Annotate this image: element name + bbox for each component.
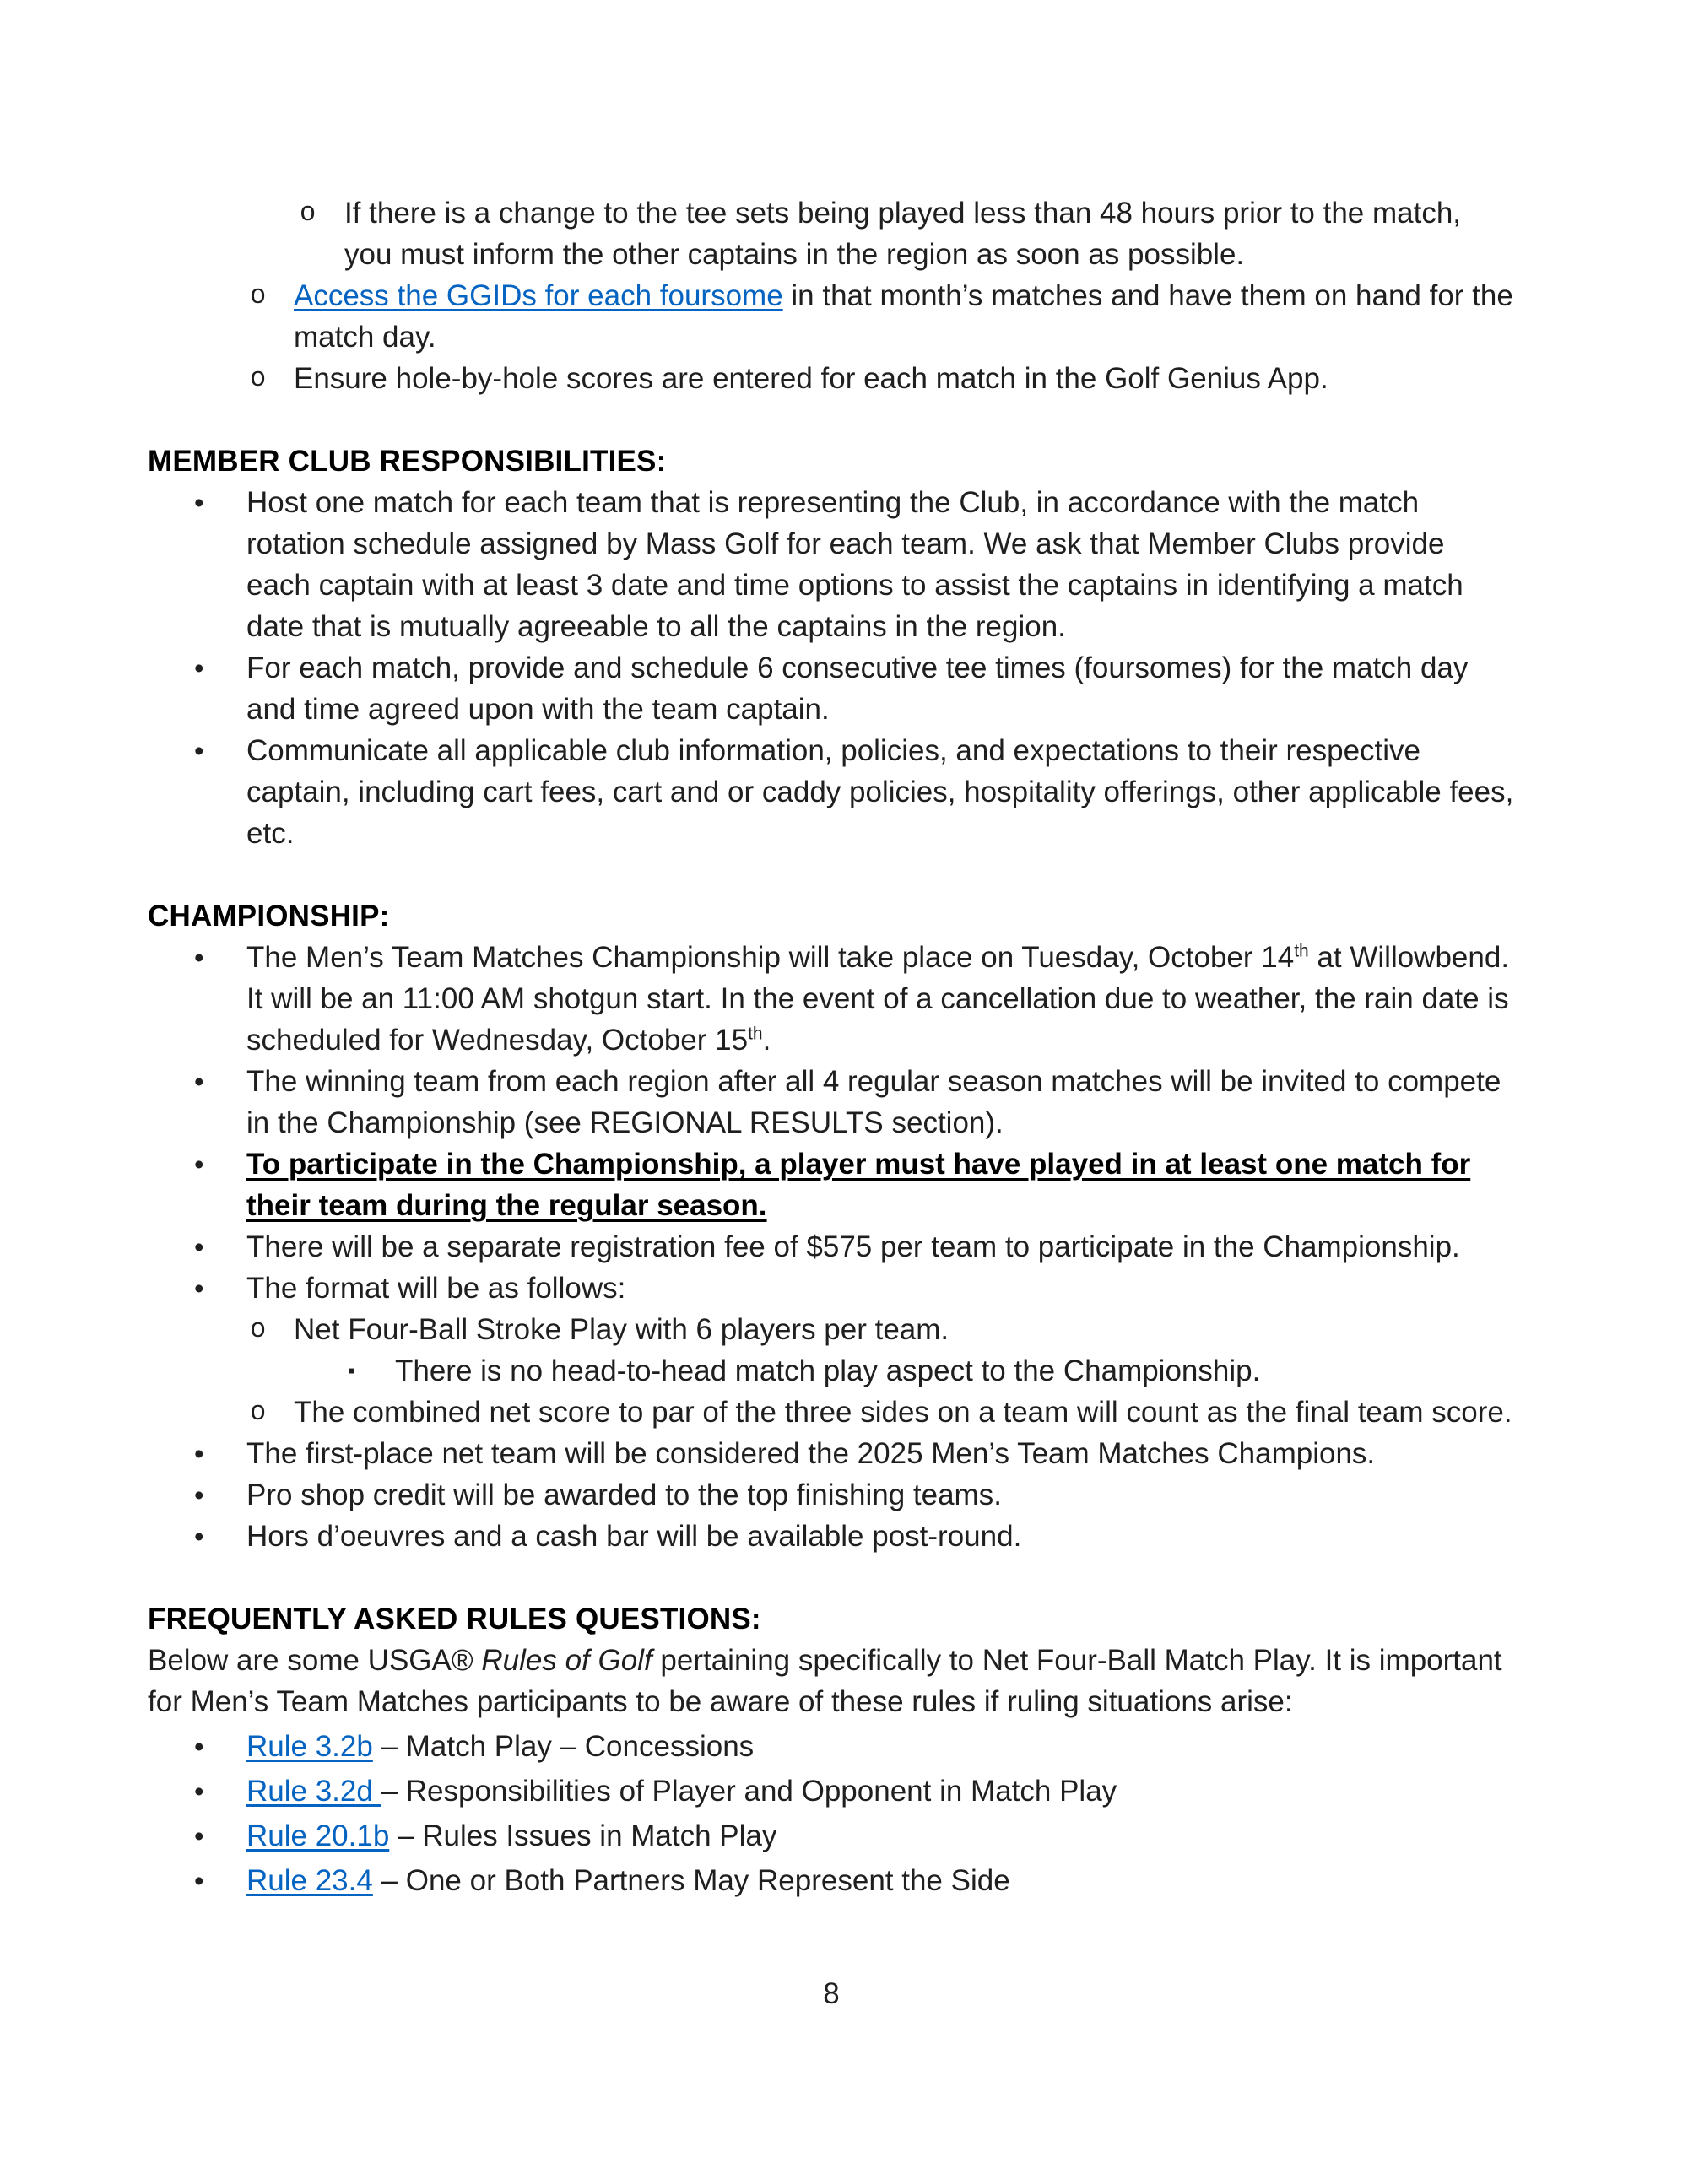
page-footer [148, 1973, 1515, 2014]
bullet-marker: o [300, 197, 316, 229]
list-item [148, 937, 1515, 1061]
text-run: Below are some USGA® [148, 1644, 482, 1677]
list-item [148, 1860, 1515, 1901]
section-heading: MEMBER CLUB RESPONSIBILITIES: [148, 445, 667, 478]
list-item-text [294, 362, 1328, 395]
bullet-marker: • [194, 1438, 204, 1469]
text-run: For each match, provide and schedule 6 consecutive tee times (foursomes) for the match day and time agreed upon with the team captain. [246, 651, 1469, 726]
list-item [148, 1815, 1515, 1857]
bullet-marker: ▪ [348, 1360, 355, 1382]
bullet-marker: • [194, 1776, 204, 1807]
bullet-marker: • [194, 1066, 204, 1097]
list-item [148, 1516, 1515, 1557]
bullet-marker: • [194, 942, 204, 973]
hyperlink[interactable]: Rule 3.2d [246, 1775, 381, 1808]
list-item-text [246, 1730, 754, 1763]
text-run: – Responsibilities of Player and Opponent in Match Play [381, 1775, 1117, 1808]
bullet-marker: • [194, 652, 204, 684]
hyperlink[interactable]: Rule 20.1b [246, 1819, 390, 1852]
list-item-text [246, 651, 1468, 726]
list-item [148, 1433, 1515, 1474]
italic-run: Rules of Golf [481, 1644, 652, 1677]
list-item-text [246, 941, 1509, 1057]
text-run: pertaining specifically to Net Four-Ball Match Play. It is important for Men’s Team Matches participants to be aware of these rules if ruling situations arise: [148, 1644, 1502, 1718]
list-item [148, 1143, 1515, 1226]
list-item-text [246, 1864, 1010, 1897]
list-item [148, 647, 1515, 730]
list-item-text [246, 1479, 1002, 1511]
list-item-text [395, 1354, 1260, 1387]
page-number: 8 [823, 1977, 840, 2010]
list-item-text [246, 1819, 776, 1852]
bullet-marker: o [250, 1314, 267, 1345]
bullet-marker: o [250, 363, 267, 394]
bullet-marker: • [194, 487, 204, 518]
list-item-text [246, 1775, 1117, 1808]
text-run: If there is a change to the tee sets being played less than 48 hours prior to the match, you must inform the other captains in the region as soon as possible. [344, 197, 1462, 271]
document-content [148, 192, 1515, 1901]
text-run: Pro shop credit will be awarded to the top finishing teams. [246, 1479, 1002, 1511]
list-item [148, 1309, 1515, 1350]
list-item-text [246, 1437, 1375, 1470]
bullet-marker: o [250, 280, 267, 311]
list-item [148, 1226, 1515, 1268]
list-item [148, 1392, 1515, 1433]
text-run: The combined net score to par of the three sides on a team will count as the final team score. [294, 1396, 1512, 1429]
list-item-text [246, 1065, 1501, 1139]
text-run: There will be a separate registration fee of $575 per team to participate in the Championship. [246, 1230, 1460, 1263]
bullet-marker: • [194, 1231, 204, 1262]
list-captain-checklist [148, 192, 1515, 399]
list-member-club-responsibilities [148, 482, 1515, 854]
list-item [148, 358, 1515, 399]
bullet-marker: • [194, 1273, 204, 1304]
list-item-text [294, 1396, 1512, 1429]
hyperlink[interactable]: Rule 23.4 [246, 1864, 373, 1897]
bullet-marker: • [194, 1865, 204, 1896]
text-run: The winning team from each region after all 4 regular season matches will be invited to compete in the Championship (see REGIONAL RESULTS section). [246, 1065, 1501, 1139]
list-item-text [344, 197, 1461, 271]
text-run: The format will be as follows: [246, 1272, 626, 1305]
bullet-marker: o [250, 1397, 267, 1428]
list-item [148, 730, 1515, 854]
bullet-marker: • [194, 1820, 204, 1852]
bullet-marker: • [194, 1521, 204, 1552]
list-item [148, 482, 1515, 647]
text-run: – Rules Issues in Match Play [389, 1819, 777, 1852]
list-item [148, 1350, 1515, 1392]
list-item-text [246, 1520, 1021, 1553]
text-run: Hors d’oeuvres and a cash bar will be available post-round. [246, 1520, 1022, 1553]
paragraph [148, 1640, 1515, 1722]
section-heading: CHAMPIONSHIP: [148, 900, 390, 933]
list-item-text [294, 279, 1513, 354]
text-run: – One or Both Partners May Represent the Side [372, 1864, 1010, 1897]
hyperlink[interactable]: Rule 3.2b [246, 1730, 373, 1763]
list-rules [148, 1726, 1515, 1901]
list-item-text [246, 734, 1513, 850]
list-item-text [246, 1272, 625, 1305]
hyperlink[interactable]: Access the GGIDs for each foursome [294, 279, 783, 312]
list-item [148, 192, 1515, 275]
list-item-text [246, 1230, 1460, 1263]
text-run: The first-place net team will be considered the 2025 Men’s Team Matches Champions. [246, 1437, 1376, 1470]
bullet-marker: • [194, 1149, 204, 1180]
list-item [148, 1061, 1515, 1143]
list-item [148, 275, 1515, 358]
list-item [148, 1474, 1515, 1516]
section-heading: FREQUENTLY ASKED RULES QUESTIONS: [148, 1603, 761, 1635]
text-run: Ensure hole-by-hole scores are entered for each match in the Golf Genius App. [294, 362, 1328, 395]
text-run: – Match Play – Concessions [372, 1730, 755, 1763]
text-run: There is no head-to-head match play aspect to the Championship. [395, 1354, 1261, 1387]
bullet-marker: • [194, 1731, 204, 1762]
list-item-text [246, 1148, 1470, 1222]
sup-run: th [1294, 941, 1309, 961]
sup-run: th [748, 1024, 763, 1044]
text-run: Host one match for each team that is representing the Club, in accordance with the match rotation schedule assigned by Mass Golf for each team. We ask that Member Clubs provide each captain with at least 3 date and time options to assist the captains in identifying a match date that is mutually agreeable to all the captains in the region. [246, 486, 1463, 643]
list-championship [148, 937, 1515, 1557]
list-item [148, 1268, 1515, 1309]
text-run: at Willowbend. It will be an 11:00 AM shotgun start. In the event of a cancellation due to weather, the rain date is scheduled for Wednesday, October 15 [246, 941, 1510, 1057]
list-item [148, 1726, 1515, 1767]
list-item [148, 1770, 1515, 1812]
text-run: . [762, 1024, 771, 1057]
text-run: Communicate all applicable club information, policies, and expectations to their respective captain, including cart fees, cart and or caddy policies, hospitality offerings, other applicable fees, etc. [246, 734, 1514, 850]
bullet-marker: • [194, 735, 204, 766]
text-run: in that month’s matches and have them on hand for the match day. [294, 279, 1513, 354]
text-run: Net Four-Ball Stroke Play with 6 players per team. [294, 1313, 950, 1346]
boldunderline-run: To participate in the Championship, a player must have played in at least one match for their team during the regular season. [246, 1148, 1471, 1222]
bullet-marker: • [194, 1479, 204, 1511]
text-run: The Men’s Team Matches Championship will take place on Tuesday, October 14 [246, 941, 1295, 974]
list-item-text [294, 1313, 949, 1346]
list-item-text [246, 486, 1463, 643]
